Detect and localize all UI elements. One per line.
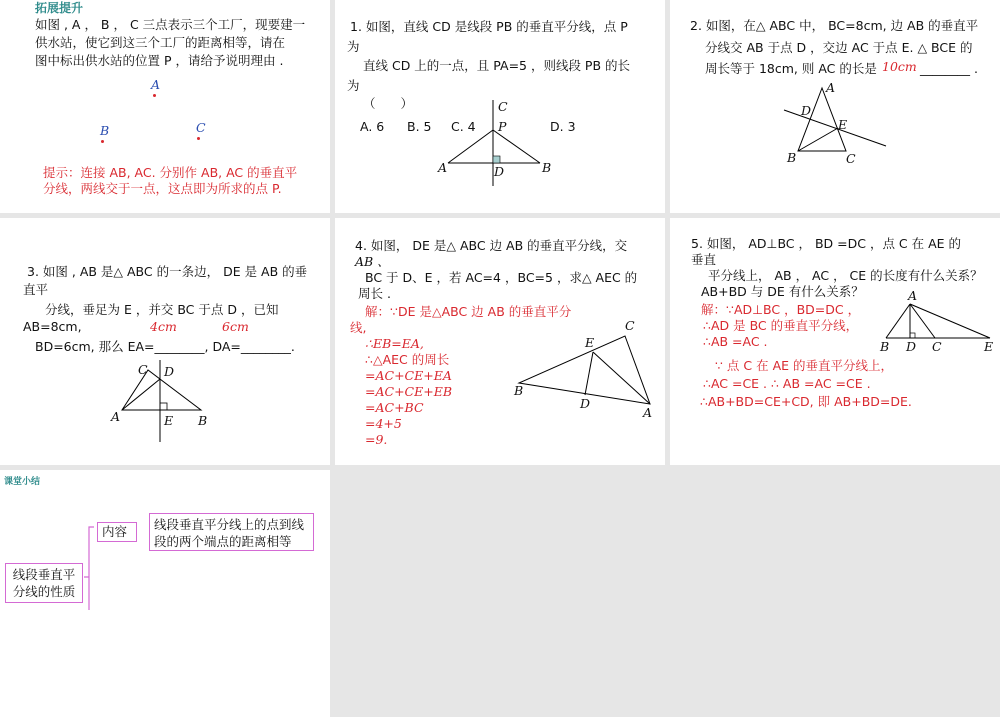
text-line: 分线，垂足为 E ，并交 BC 于点 D ，已知: [45, 302, 279, 317]
content-box: 线段垂直平分线上的点到线段的两个端点的距离相等: [149, 513, 314, 551]
answer-text: 10cm: [882, 59, 917, 74]
text-line: 为: [347, 78, 360, 93]
answer-ea: 4cm: [150, 319, 177, 334]
label-d: D: [164, 364, 175, 379]
solution-line: ∵ 点 C 在 AE 的垂直平分线上，: [715, 358, 893, 373]
branch-box: 内容: [97, 522, 137, 542]
solution-line: ∴AC =CE . ∴ AB =AC =CE .: [703, 376, 871, 391]
text-line: 为: [347, 39, 360, 54]
solution-line: =AC+CE+EB: [365, 384, 453, 399]
solution-line: ∴AB =AC .: [703, 334, 768, 349]
text-line: （ ）: [363, 96, 414, 111]
text-line: 垂直: [691, 252, 717, 267]
triangle-diagram: [670, 218, 1000, 465]
slide-thumbnail-4[interactable]: [0, 218, 330, 465]
solution-line: ∴AD 是 BC 的垂直平分线，: [703, 318, 859, 333]
root-box: 线段垂直平分线的性质: [5, 563, 83, 603]
solution-line: ∴AB+BD=CE+CD, 即 AB+BD=DE.: [700, 394, 912, 409]
label-d: D: [580, 396, 591, 411]
text-line: AB+BD 与 DE 有什么关系？: [701, 284, 864, 299]
label-a: A: [111, 409, 121, 424]
label-b: B: [198, 413, 208, 428]
label-p: P: [498, 119, 507, 134]
answer-da: 6cm: [222, 319, 249, 334]
hint-line: 分线，两线交于一点，这点即为所求的点 P.: [43, 181, 282, 196]
triangle-diagram: [670, 0, 1000, 213]
slide-thumbnail-1[interactable]: [0, 0, 330, 213]
text-line: BD=6cm, 那么 EA=________, DA=________.: [35, 339, 295, 354]
solution-line: ∴△AEC 的周长: [365, 352, 450, 367]
text-line: 周长 .: [358, 286, 391, 301]
point-a: [153, 94, 156, 97]
label-e: E: [585, 335, 595, 350]
text-line: 平分线上， AB ， AC ， CE 的长度有什么关系？: [708, 268, 983, 283]
answer-blank: ________ .: [920, 61, 978, 76]
point-label-c: C: [196, 120, 206, 135]
label-c: C: [932, 339, 942, 354]
solution-line: 解：∵DE 是△ABC 边 AB 的垂直平分: [365, 304, 572, 319]
point-c: [197, 137, 200, 140]
text-line: 5. 如图， AD⊥BC ， BD =DC ，点 C 在 AE 的: [691, 236, 962, 251]
text-line: 3. 如图 , AB 是△ ABC 的一条边， DE 是 AB 的垂: [27, 264, 308, 279]
text-line: 供水站，使它到这三个工厂的距离相等，请在: [35, 35, 286, 50]
text-line: 分线交 AB 于点 D ，交边 AC 于点 E. △ BCE 的: [705, 40, 973, 55]
hint-line: 提示：连接 AB, AC. 分别作 AB, AC 的垂直平: [43, 165, 298, 180]
label-d: D: [801, 103, 812, 118]
solution-line: =AC+CE+EA: [365, 368, 452, 383]
text-line: 1. 如图，直线 CD 是线段 PB 的垂直平分线，点 P: [350, 19, 628, 34]
label-d: D: [906, 339, 917, 354]
slide-thumbnail-5[interactable]: [335, 218, 665, 465]
label-a: A: [908, 288, 918, 303]
text-line: AB=8cm,: [23, 319, 82, 334]
text-line: 如图 , A ， B ， C 三点表示三个工厂，现要建一: [35, 17, 306, 32]
slide-thumbnail-2[interactable]: [335, 0, 665, 213]
solution-line: 线,: [350, 320, 367, 335]
label-e: E: [164, 413, 174, 428]
label-e: E: [838, 117, 848, 132]
solution-line: 解：∵AD⊥BC ，BD=DC ，: [701, 302, 861, 317]
label-b: B: [787, 150, 797, 165]
label-b: B: [542, 160, 552, 175]
label-a: A: [438, 160, 448, 175]
label-c: C: [498, 99, 508, 114]
label-a: A: [643, 405, 653, 420]
solution-line: =9.: [365, 432, 388, 447]
text-line: 4. 如图， DE 是△ ABC 边 AB 的垂直平分线，交: [355, 238, 628, 253]
slide-thumbnail-3[interactable]: [670, 0, 1000, 213]
label-a: A: [826, 80, 836, 95]
text-line: 周长等于 18cm, 则 AC 的长是: [705, 61, 877, 76]
text-line: BC 于 D、E ，若 AC=4 ，BC=5 ，求△ AEC 的: [365, 270, 638, 285]
slide-thumbnail-7[interactable]: [0, 470, 330, 717]
option-b: B. 5: [407, 119, 432, 134]
text-line: 图中标出供水站的位置 P ，请给予说明理由 .: [35, 53, 284, 68]
solution-line: =AC+BC: [365, 400, 424, 415]
point-label-a: A: [151, 77, 161, 92]
option-a: A. 6: [360, 119, 385, 134]
triangle-diagram: [335, 218, 665, 465]
label-b: B: [514, 383, 524, 398]
label-d: D: [494, 164, 505, 179]
text-line: 直线 CD 上的一点，且 PA=5 ，则线段 PB 的长: [363, 58, 631, 73]
label-b: B: [880, 339, 890, 354]
label-e: E: [984, 339, 994, 354]
label-c: C: [138, 362, 148, 377]
slide-thumbnail-6[interactable]: [670, 218, 1000, 465]
solution-line: =4+5: [365, 416, 402, 431]
label-c: C: [846, 151, 856, 166]
slide-title: 拓展提升: [35, 1, 84, 15]
text-line: 2. 如图，在△ ABC 中， BC=8cm, 边 AB 的垂直平: [690, 18, 979, 33]
text-line: 直平: [23, 282, 49, 297]
point-b: [101, 140, 104, 143]
label-c: C: [625, 318, 635, 333]
text-line: AB 、: [355, 254, 390, 269]
option-c: C. 4: [451, 119, 476, 134]
option-d: D. 3: [550, 119, 576, 134]
solution-line: ∴EB=EA,: [365, 336, 424, 351]
point-label-b: B: [100, 123, 110, 138]
slide-title: 课堂小结: [4, 477, 41, 487]
